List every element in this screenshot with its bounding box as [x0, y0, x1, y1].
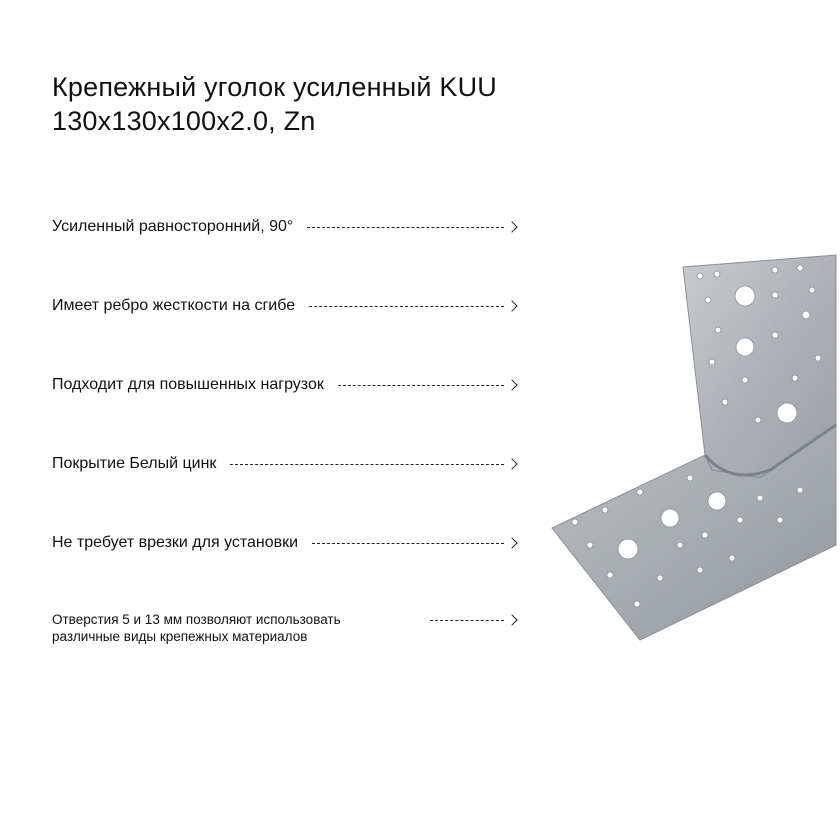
arrow-right-icon — [506, 379, 517, 390]
dotted-leader-line — [309, 306, 504, 307]
feature-label: Отверстия 5 и 13 мм позволяют использовать различные виды крепежных материалов — [52, 612, 341, 644]
feature-label: Имеет ребро жесткости на сгибе — [52, 297, 296, 314]
arrow-right-icon — [506, 221, 517, 232]
feature-label: Покрытие Белый цинк — [52, 455, 217, 472]
feature-item — [52, 376, 518, 394]
arrow-right-icon — [506, 458, 517, 469]
dotted-leader-line — [312, 543, 504, 544]
feature-item — [52, 611, 518, 645]
dotted-leader-line — [307, 227, 504, 228]
feature-item — [52, 455, 518, 473]
arrow-right-icon — [506, 300, 517, 311]
dotted-leader-line — [430, 620, 504, 621]
dotted-leader-line — [230, 464, 504, 465]
feature-item — [52, 218, 518, 236]
angle-bracket-image — [540, 245, 840, 655]
arrow-right-icon — [506, 537, 517, 548]
arrow-right-icon — [506, 614, 517, 625]
product-title — [52, 70, 497, 138]
feature-item — [52, 534, 518, 552]
title-line-2: 130x130x100x2.0, Zn — [52, 106, 316, 136]
horizontal-plate — [552, 425, 836, 640]
feature-label: Усиленный равносторонний, 90° — [52, 218, 294, 235]
title-line-1: Крепежный уголок усиленный KUU — [52, 72, 497, 102]
feature-label: Подходит для повышенных нагрузок — [52, 376, 324, 393]
feature-label: Не требует врезки для установки — [52, 534, 299, 551]
feature-item — [52, 297, 518, 315]
dotted-leader-line — [338, 385, 504, 386]
